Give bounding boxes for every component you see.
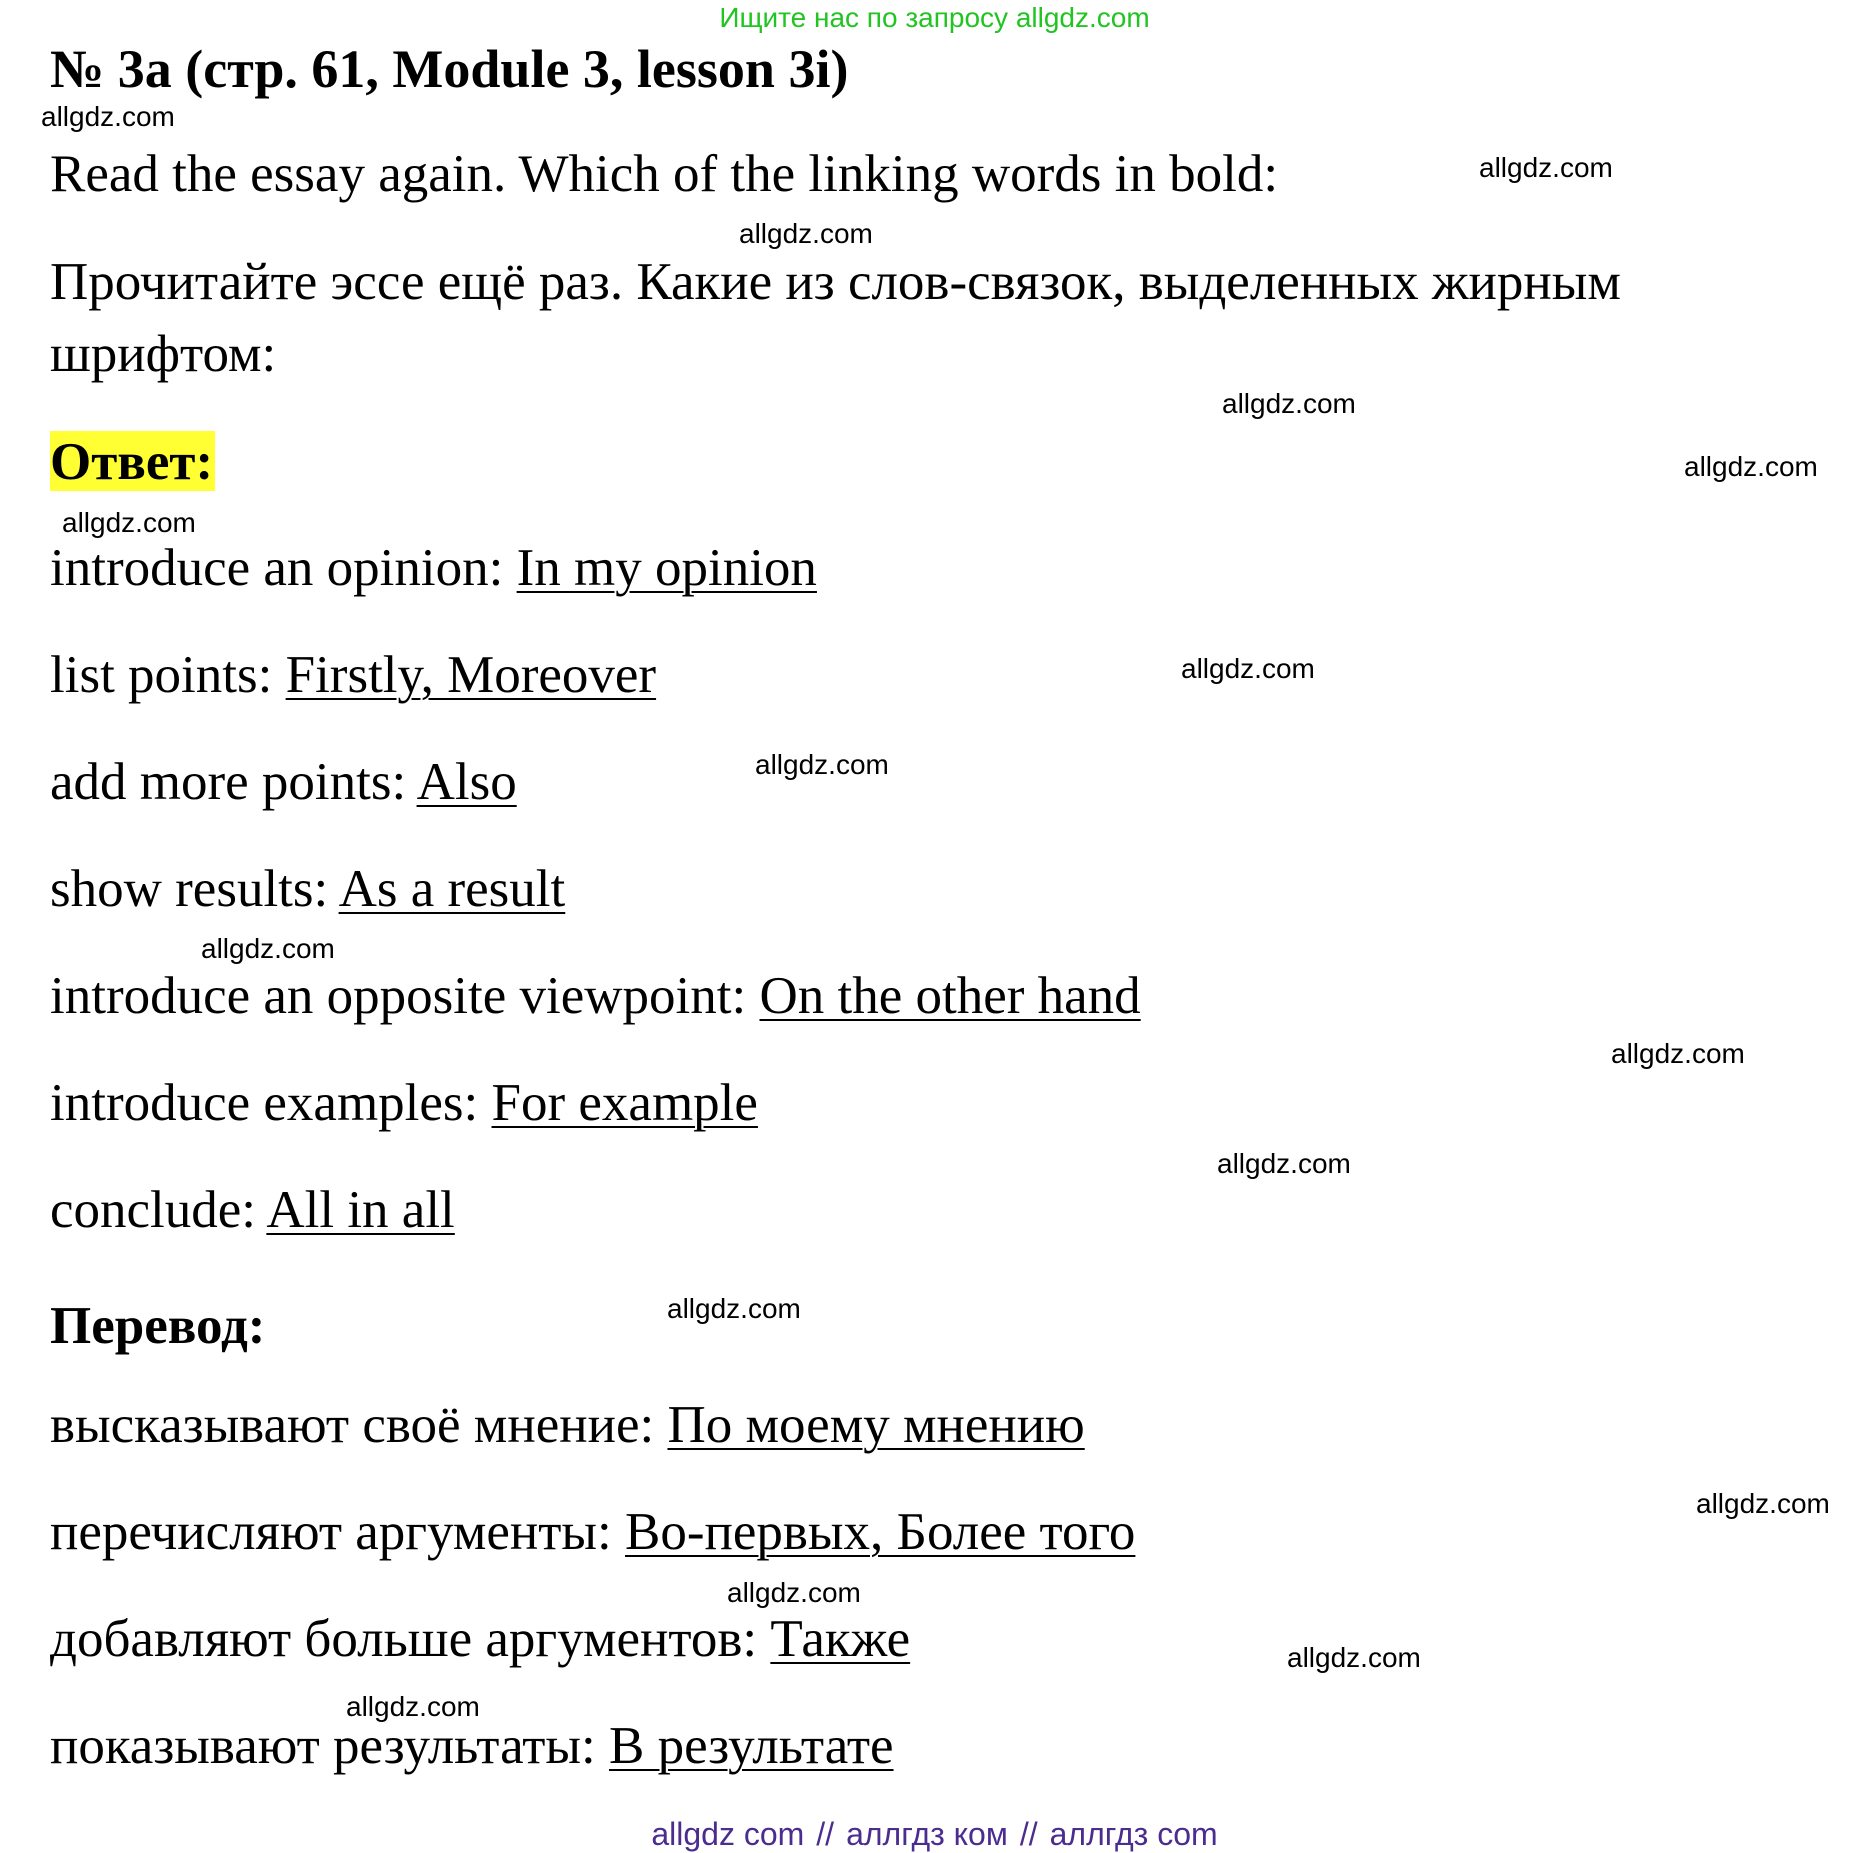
watermark: allgdz.com — [1684, 451, 1818, 482]
translation-row-value: По моему мнению — [667, 1396, 1085, 1454]
watermark: allgdz.com — [1479, 152, 1613, 183]
watermark: allgdz.com — [201, 933, 335, 964]
translation-row-value: В результате — [609, 1717, 894, 1775]
watermark: allgdz.com — [1217, 1148, 1351, 1179]
watermark: allgdz.com — [727, 1577, 861, 1608]
translation-row-label: добавляют больше аргументов: — [50, 1610, 771, 1668]
exercise-title: № 3a (стр. 61, Module 3, lesson 3i) — [50, 39, 849, 99]
answer-row-label: show results: — [50, 860, 339, 918]
answer-row-value: Also — [416, 753, 517, 811]
watermark: allgdz.com — [1696, 1488, 1830, 1519]
answer-label: Ответ: — [50, 433, 214, 491]
translation-row — [50, 1716, 894, 1776]
footer — [0, 1816, 1869, 1853]
answer-row-label: introduce an opinion: — [50, 539, 517, 597]
translation-row — [50, 1609, 910, 1669]
answer-row-label: conclude: — [50, 1181, 267, 1239]
watermark: allgdz.com — [739, 218, 873, 249]
answer-row-value: In my opinion — [516, 539, 817, 597]
watermark: allgdz.com — [755, 749, 889, 780]
answer-row-label: introduce an opposite viewpoint: — [50, 967, 760, 1025]
task-russian-line-2: шрифтом: — [50, 325, 277, 383]
answer-row — [50, 966, 1141, 1026]
footer-link-1[interactable]: allgdz com — [651, 1816, 805, 1852]
footer-link-2[interactable]: аллгдз ком — [846, 1816, 1008, 1852]
translation-row-label: перечисляют аргументы: — [50, 1503, 626, 1561]
answer-row-label: list points: — [50, 646, 286, 704]
watermark: allgdz.com — [1181, 653, 1315, 684]
top-banner: Ищите нас по запросу allgdz.com — [719, 2, 1150, 33]
answer-row — [50, 1180, 455, 1240]
watermark: allgdz.com — [62, 507, 196, 538]
answer-row-label: introduce examples: — [50, 1074, 492, 1132]
answer-row — [50, 1073, 758, 1133]
translation-row-value: Также — [770, 1610, 911, 1668]
footer-separator: // — [1019, 1816, 1038, 1852]
translation-row — [50, 1395, 1085, 1455]
answer-row — [50, 538, 817, 598]
watermark: allgdz.com — [41, 101, 175, 132]
footer-link-3[interactable]: аллгдз com — [1049, 1816, 1218, 1852]
answer-row — [50, 752, 517, 812]
answer-heading — [50, 432, 215, 492]
translation-heading: Перевод: — [50, 1297, 266, 1355]
translation-row — [50, 1502, 1135, 1562]
answer-row-label: add more points: — [50, 753, 417, 811]
answer-row — [50, 859, 565, 919]
watermark: allgdz.com — [667, 1293, 801, 1324]
watermark: allgdz.com — [1222, 388, 1356, 419]
answer-row-value: On the other hand — [759, 967, 1141, 1025]
answer-row-value: All in all — [266, 1181, 455, 1239]
answer-row-value: For example — [491, 1074, 758, 1132]
translation-row-value: Во-первых, Более того — [625, 1503, 1136, 1561]
task-russian-line-1: Прочитайте эссе ещё раз. Какие из слов-связок, выделенных жирным — [50, 253, 1621, 311]
footer-separator: // — [816, 1816, 835, 1852]
answer-row-value: As a result — [338, 860, 566, 918]
answer-row-value: Firstly, Moreover — [285, 646, 657, 704]
translation-row-label: высказывают своё мнение: — [50, 1396, 668, 1454]
task-english: Read the essay again. Which of the linking words in bold: — [50, 145, 1279, 203]
translation-row-label: показывают результаты: — [50, 1717, 610, 1775]
watermark: allgdz.com — [346, 1691, 480, 1722]
watermark: allgdz.com — [1287, 1642, 1421, 1673]
answer-row — [50, 645, 656, 705]
watermark: allgdz.com — [1611, 1038, 1745, 1069]
